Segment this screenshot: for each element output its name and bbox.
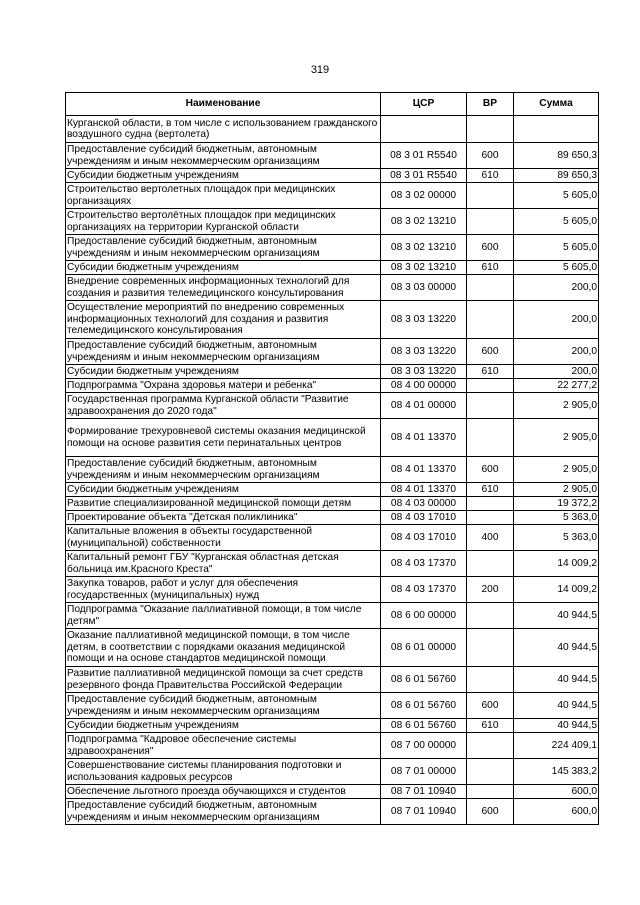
table-row <box>66 209 599 235</box>
table-row <box>66 759 599 785</box>
cell-vr <box>467 511 514 525</box>
cell-vr <box>467 497 514 511</box>
cell-name: Предоставление субсидий бюджетным, автономным учреждениям и иным некоммерческим организациям <box>66 339 381 365</box>
cell-sum: 89 650,3 <box>514 143 599 169</box>
cell-name: Развитие специализированной медицинской помощи детям <box>66 497 381 511</box>
header-name: Наименование <box>66 93 381 116</box>
cell-sum: 5 605,0 <box>514 183 599 209</box>
table-row <box>66 365 599 379</box>
cell-sum: 5 605,0 <box>514 209 599 235</box>
cell-vr <box>467 785 514 799</box>
table-row <box>66 667 599 693</box>
table-body <box>66 116 599 825</box>
cell-name: Предоставление субсидий бюджетным, автономным учреждениям и иным некоммерческим организациям <box>66 457 381 483</box>
cell-vr: 600 <box>467 235 514 261</box>
cell-sum: 5 605,0 <box>514 261 599 275</box>
header-sum: Сумма <box>514 93 599 116</box>
page-number: 319 <box>310 64 330 76</box>
cell-name: Оказание паллиативной медицинской помощи, в том числе детям, в соответствии с порядками оказания медицинской помощи и на основе стандартов медицинской помощи <box>66 629 381 667</box>
table-row <box>66 379 599 393</box>
cell-csr: 08 3 03 13220 <box>381 301 467 339</box>
cell-name: Строительство вертолётных площадок при медицинских организациях на территории Курганской области <box>66 209 381 235</box>
cell-sum: 40 944,5 <box>514 719 599 733</box>
cell-sum: 5 605,0 <box>514 235 599 261</box>
cell-vr: 610 <box>467 719 514 733</box>
cell-vr: 600 <box>467 457 514 483</box>
cell-sum: 2 905,0 <box>514 393 599 419</box>
cell-vr <box>467 393 514 419</box>
cell-vr <box>467 733 514 759</box>
cell-sum: 5 363,0 <box>514 511 599 525</box>
cell-vr <box>467 759 514 785</box>
cell-sum: 600,0 <box>514 799 599 825</box>
cell-name: Капитальные вложения в объекты государственной (муниципальной) собственности <box>66 525 381 551</box>
cell-csr: 08 6 01 56760 <box>381 693 467 719</box>
cell-csr: 08 4 01 13370 <box>381 419 467 457</box>
cell-name: Субсидии бюджетным учреждениям <box>66 719 381 733</box>
cell-sum: 2 905,0 <box>514 457 599 483</box>
table-row <box>66 551 599 577</box>
cell-csr <box>381 116 467 143</box>
cell-sum: 200,0 <box>514 275 599 301</box>
cell-sum: 200,0 <box>514 365 599 379</box>
table-header <box>66 93 599 116</box>
cell-csr: 08 4 03 00000 <box>381 497 467 511</box>
cell-name: Осуществление мероприятий по внедрению современных информационных технологий для создания и развития телемедицинского консультирования <box>66 301 381 339</box>
cell-sum: 40 944,5 <box>514 667 599 693</box>
cell-csr: 08 4 03 17370 <box>381 551 467 577</box>
table-row <box>66 339 599 365</box>
cell-name: Закупка товаров, работ и услуг для обеспечения государственных (муниципальных) нужд <box>66 577 381 603</box>
cell-csr: 08 4 03 17010 <box>381 525 467 551</box>
cell-vr: 600 <box>467 693 514 719</box>
table-row <box>66 275 599 301</box>
table-row <box>66 785 599 799</box>
cell-vr <box>467 183 514 209</box>
cell-csr: 08 6 01 56760 <box>381 667 467 693</box>
cell-name: Совершенствование системы планирования подготовки и использования кадровых ресурсов <box>66 759 381 785</box>
cell-vr: 600 <box>467 799 514 825</box>
cell-sum: 200,0 <box>514 301 599 339</box>
cell-vr: 600 <box>467 143 514 169</box>
table-row <box>66 577 599 603</box>
cell-csr: 08 3 03 00000 <box>381 275 467 301</box>
cell-name: Предоставление субсидий бюджетным, автономным учреждениям и иным некоммерческим организациям <box>66 235 381 261</box>
cell-csr: 08 7 01 00000 <box>381 759 467 785</box>
cell-sum <box>514 116 599 143</box>
cell-csr: 08 6 01 56760 <box>381 719 467 733</box>
cell-vr <box>467 667 514 693</box>
cell-vr <box>467 116 514 143</box>
table-row <box>66 497 599 511</box>
cell-vr <box>467 301 514 339</box>
table-row <box>66 301 599 339</box>
cell-csr: 08 7 00 00000 <box>381 733 467 759</box>
cell-vr <box>467 629 514 667</box>
cell-name: Предоставление субсидий бюджетным, автономным учреждениям и иным некоммерческим организациям <box>66 143 381 169</box>
cell-vr: 600 <box>467 339 514 365</box>
cell-vr <box>467 551 514 577</box>
cell-vr: 610 <box>467 483 514 497</box>
table-row <box>66 733 599 759</box>
cell-sum: 224 409,1 <box>514 733 599 759</box>
cell-csr: 08 4 03 17370 <box>381 577 467 603</box>
cell-name: Развитие паллиативной медицинской помощи за счет средств резервного фонда Правительства Российской Федерации <box>66 667 381 693</box>
budget-table <box>65 92 599 825</box>
cell-name: Субсидии бюджетным учреждениям <box>66 261 381 275</box>
table-row <box>66 719 599 733</box>
table-row <box>66 261 599 275</box>
cell-sum: 145 383,2 <box>514 759 599 785</box>
cell-name: Подпрограмма "Охрана здоровья матери и ребенка" <box>66 379 381 393</box>
cell-name: Субсидии бюджетным учреждениям <box>66 483 381 497</box>
table-row <box>66 393 599 419</box>
table-row <box>66 116 599 143</box>
cell-name: Предоставление субсидий бюджетным, автономным учреждениям и иным некоммерческим организациям <box>66 799 381 825</box>
cell-csr: 08 3 02 13210 <box>381 209 467 235</box>
cell-sum: 200,0 <box>514 339 599 365</box>
cell-name: Проектирование объекта "Детская поликлиника" <box>66 511 381 525</box>
cell-name: Подпрограмма "Кадровое обеспечение системы здравоохранения" <box>66 733 381 759</box>
cell-sum: 22 277,2 <box>514 379 599 393</box>
cell-csr: 08 3 02 13210 <box>381 235 467 261</box>
cell-csr: 08 3 02 00000 <box>381 183 467 209</box>
cell-sum: 14 009,2 <box>514 551 599 577</box>
cell-vr: 200 <box>467 577 514 603</box>
cell-name: Строительство вертолетных площадок при медицинских организациях <box>66 183 381 209</box>
table-row <box>66 603 599 629</box>
table-row <box>66 143 599 169</box>
cell-csr: 08 4 00 00000 <box>381 379 467 393</box>
cell-name: Курганской области, в том числе с использованием гражданского воздушного судна (вертолета) <box>66 116 381 143</box>
cell-vr <box>467 603 514 629</box>
cell-csr: 08 4 03 17010 <box>381 511 467 525</box>
cell-sum: 40 944,5 <box>514 629 599 667</box>
cell-csr: 08 3 01 R5540 <box>381 143 467 169</box>
cell-sum: 40 944,5 <box>514 603 599 629</box>
cell-sum: 5 363,0 <box>514 525 599 551</box>
cell-name: Внедрение современных информационных технологий для создания и развития телемедицинского консультирования <box>66 275 381 301</box>
header-csr: ЦСР <box>381 93 467 116</box>
table-row <box>66 169 599 183</box>
table-row <box>66 183 599 209</box>
table-row <box>66 457 599 483</box>
cell-csr: 08 4 01 13370 <box>381 483 467 497</box>
cell-csr: 08 7 01 10940 <box>381 799 467 825</box>
cell-vr <box>467 275 514 301</box>
cell-sum: 14 009,2 <box>514 577 599 603</box>
cell-sum: 89 650,3 <box>514 169 599 183</box>
cell-csr: 08 4 01 00000 <box>381 393 467 419</box>
cell-csr: 08 7 01 10940 <box>381 785 467 799</box>
cell-vr: 610 <box>467 365 514 379</box>
table-row <box>66 511 599 525</box>
cell-vr: 610 <box>467 169 514 183</box>
cell-name: Государственная программа Курганской области "Развитие здравоохранения до 2020 года" <box>66 393 381 419</box>
cell-sum: 2 905,0 <box>514 419 599 457</box>
table-row <box>66 483 599 497</box>
cell-sum: 2 905,0 <box>514 483 599 497</box>
cell-name: Обеспечение льготного проезда обучающихся и студентов <box>66 785 381 799</box>
table-row <box>66 629 599 667</box>
cell-sum: 40 944,5 <box>514 693 599 719</box>
cell-sum: 600,0 <box>514 785 599 799</box>
cell-csr: 08 6 00 00000 <box>381 603 467 629</box>
header-row <box>66 93 599 116</box>
cell-vr: 400 <box>467 525 514 551</box>
table-row <box>66 799 599 825</box>
table-row <box>66 693 599 719</box>
table-row <box>66 525 599 551</box>
cell-vr <box>467 419 514 457</box>
cell-name: Подпрограмма "Оказание паллиативной помощи, в том числе детям" <box>66 603 381 629</box>
cell-csr: 08 3 03 13220 <box>381 339 467 365</box>
table-row <box>66 235 599 261</box>
cell-name: Предоставление субсидий бюджетным, автономным учреждениям и иным некоммерческим организациям <box>66 693 381 719</box>
cell-sum: 19 372,2 <box>514 497 599 511</box>
cell-name: Субсидии бюджетным учреждениям <box>66 169 381 183</box>
cell-vr <box>467 209 514 235</box>
table-row <box>66 419 599 457</box>
cell-vr: 610 <box>467 261 514 275</box>
cell-csr: 08 3 02 13210 <box>381 261 467 275</box>
header-vr: ВР <box>467 93 514 116</box>
cell-csr: 08 3 01 R5540 <box>381 169 467 183</box>
cell-csr: 08 6 01 00000 <box>381 629 467 667</box>
cell-name: Капитальный ремонт ГБУ "Курганская областная детская больница им.Красного Креста" <box>66 551 381 577</box>
cell-name: Субсидии бюджетным учреждениям <box>66 365 381 379</box>
cell-vr <box>467 379 514 393</box>
cell-name: Формирование трехуровневой системы оказания медицинской помощи на основе развития сети перинатальных центров <box>66 419 381 457</box>
cell-csr: 08 4 01 13370 <box>381 457 467 483</box>
cell-csr: 08 3 03 13220 <box>381 365 467 379</box>
